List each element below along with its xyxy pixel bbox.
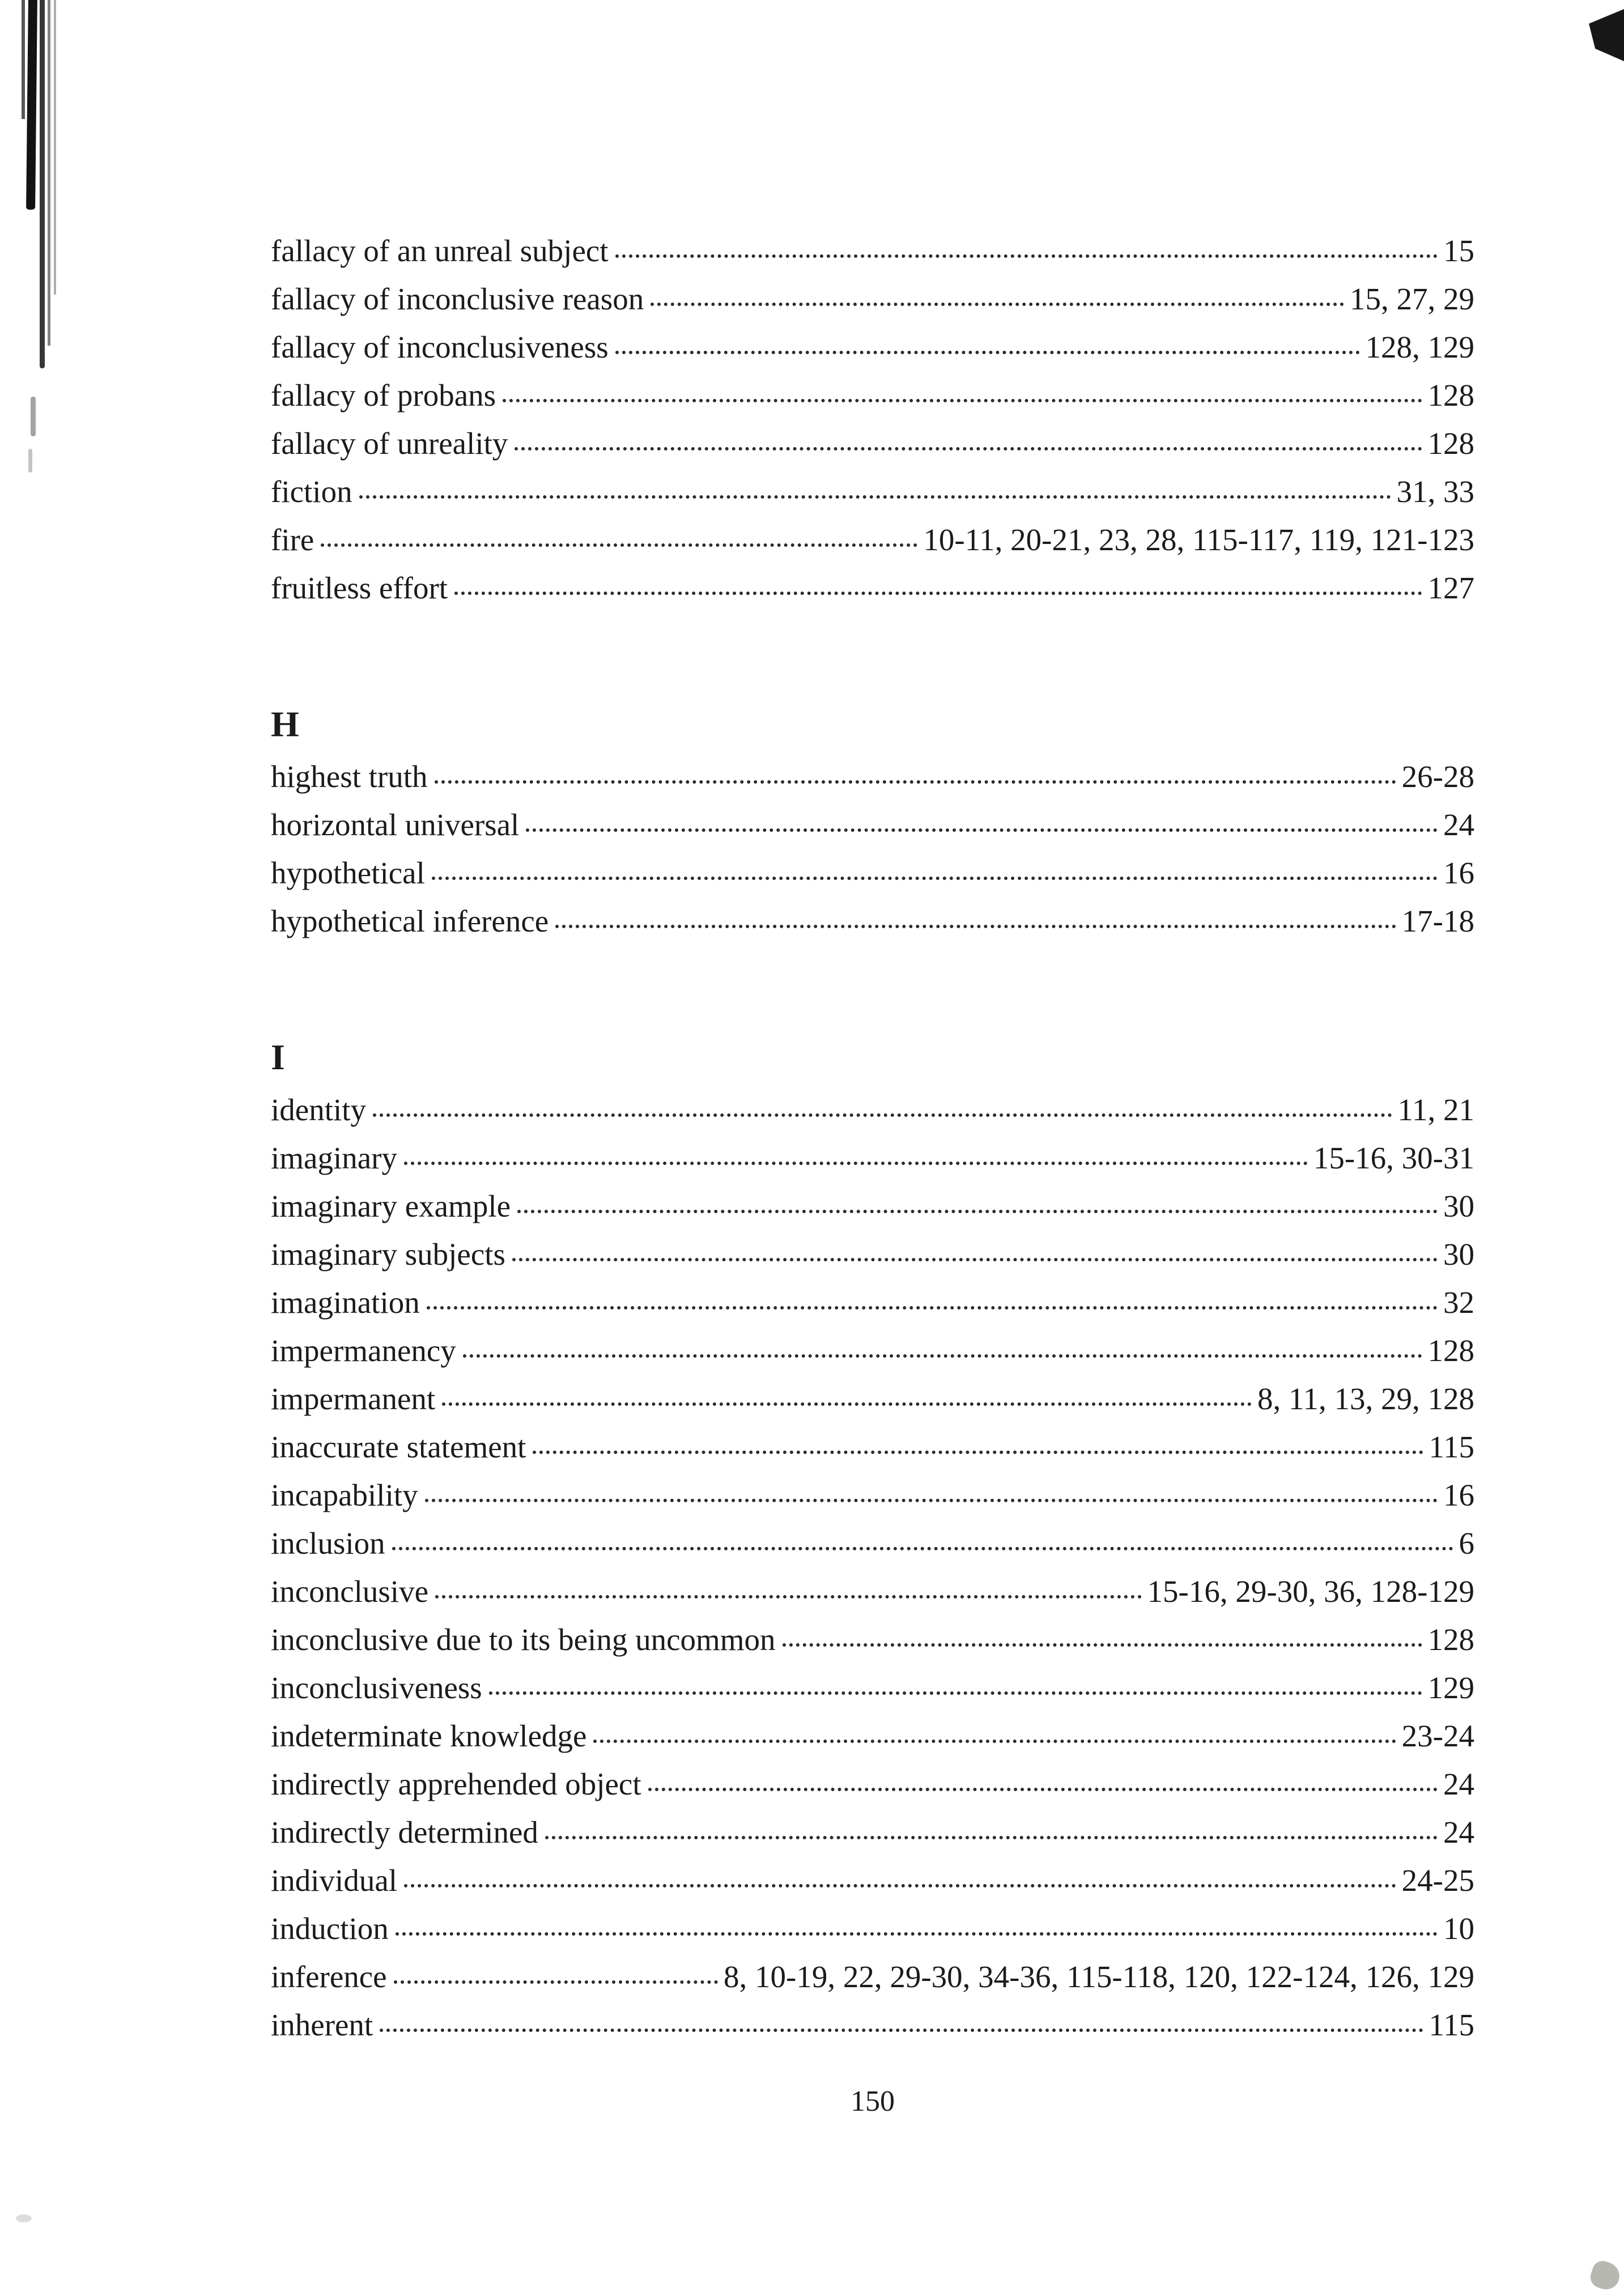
- dot-leader: [517, 1210, 1438, 1213]
- index-page-numbers: 128: [1427, 378, 1474, 413]
- index-entry: [271, 1375, 1474, 1423]
- index-entry: [271, 1712, 1474, 1760]
- index-term: fiction: [271, 474, 352, 509]
- dot-leader: [392, 1547, 1453, 1550]
- index-term: imaginary: [271, 1141, 397, 1175]
- index-term: fire: [271, 522, 314, 557]
- index-term: fallacy of inconclusiveness: [271, 330, 609, 364]
- index-entry: [271, 1904, 1474, 1953]
- index-entry: [271, 1471, 1474, 1519]
- index-page-numbers: 10-11, 20-21, 23, 28, 115-117, 119, 121-123: [923, 522, 1474, 557]
- index-term: fallacy of an unreal subject: [271, 233, 609, 268]
- index-entry: [271, 1953, 1474, 2001]
- index-page-numbers: 31, 33: [1396, 474, 1474, 509]
- index-entry: [271, 564, 1474, 612]
- index-term: impermanency: [271, 1333, 456, 1368]
- index-page-numbers: 127: [1427, 571, 1474, 605]
- dot-leader: [651, 303, 1344, 306]
- dot-leader: [489, 1691, 1422, 1695]
- dot-leader: [615, 351, 1360, 354]
- index-section: [271, 696, 1474, 945]
- index-section: [271, 227, 1474, 612]
- index-term: inaccurate statement: [271, 1430, 526, 1464]
- index-content: [271, 227, 1474, 2121]
- index-page-numbers: 11, 21: [1397, 1092, 1474, 1127]
- index-term: indeterminate knowledge: [271, 1719, 587, 1753]
- index-list: [271, 227, 1474, 2049]
- index-page-numbers: 128: [1427, 1622, 1474, 1657]
- scan-artifact-mark: [31, 397, 36, 436]
- index-entry: [271, 1182, 1474, 1230]
- index-page-numbers: 26-28: [1401, 759, 1474, 794]
- index-term: imaginary subjects: [271, 1237, 505, 1272]
- index-page-numbers: 129: [1427, 1670, 1474, 1705]
- index-entry: [271, 1567, 1474, 1615]
- dot-leader: [555, 925, 1396, 928]
- index-entry: [271, 897, 1474, 945]
- dot-leader: [454, 592, 1422, 595]
- index-term: highest truth: [271, 759, 428, 794]
- dot-leader: [512, 1258, 1438, 1261]
- scan-artifact-binding-stripe: [54, 0, 56, 295]
- index-term: horizontal universal: [271, 807, 520, 842]
- dot-leader: [615, 254, 1438, 258]
- index-entry: [271, 1615, 1474, 1664]
- dot-leader: [404, 1884, 1396, 1887]
- index-page-numbers: 15-16, 29-30, 36, 128-129: [1147, 1574, 1474, 1609]
- dot-leader: [427, 1306, 1438, 1309]
- index-page-numbers: 10: [1443, 1911, 1474, 1946]
- index-page-numbers: 16: [1443, 1478, 1474, 1512]
- scan-artifact-binding-stripe: [22, 0, 25, 119]
- index-entry: [271, 1326, 1474, 1375]
- index-page-numbers: 24: [1443, 1767, 1474, 1801]
- dot-leader: [404, 1162, 1308, 1165]
- index-term: inclusion: [271, 1526, 385, 1561]
- index-page-numbers: 8, 11, 13, 29, 128: [1257, 1381, 1474, 1416]
- index-term: indirectly determined: [271, 1815, 538, 1849]
- index-entry: [271, 1278, 1474, 1326]
- index-page-numbers: 23-24: [1401, 1719, 1474, 1753]
- section-heading: I: [271, 1037, 285, 1077]
- index-term: hypothetical: [271, 856, 425, 890]
- index-page-numbers: 128: [1427, 426, 1474, 461]
- scan-artifact-smudge: [1588, 2258, 1623, 2293]
- index-term: identity: [271, 1092, 367, 1127]
- index-term: imagination: [271, 1285, 420, 1320]
- dot-leader: [503, 399, 1422, 402]
- index-entry: [271, 849, 1474, 897]
- dot-leader: [515, 447, 1422, 450]
- page-number: 150: [851, 2085, 895, 2118]
- index-term: fallacy of inconclusive reason: [271, 282, 644, 316]
- scan-artifact-mark: [28, 449, 32, 473]
- dot-leader: [463, 1354, 1422, 1358]
- index-page-numbers: 15, 27, 29: [1350, 282, 1474, 316]
- scan-artifact-binding-stripe: [48, 0, 50, 346]
- dot-leader: [432, 877, 1438, 880]
- index-entry: [271, 1856, 1474, 1904]
- index-term: imaginary example: [271, 1189, 511, 1223]
- index-entry: [271, 1664, 1474, 1712]
- section-heading: H: [271, 704, 299, 744]
- index-entry: [271, 371, 1474, 419]
- index-page-numbers: 16: [1443, 856, 1474, 890]
- index-term: induction: [271, 1911, 389, 1946]
- index-page-numbers: 30: [1443, 1237, 1474, 1272]
- index-term: fruitless effort: [271, 571, 448, 605]
- index-entry: [271, 1230, 1474, 1278]
- scan-artifact-binding-stripe: [26, 0, 37, 210]
- index-page-numbers: 115: [1429, 2008, 1474, 2042]
- dot-leader: [593, 1740, 1396, 1743]
- index-entry: [271, 1519, 1474, 1567]
- index-term: hypothetical inference: [271, 904, 549, 938]
- dot-leader: [783, 1643, 1422, 1647]
- dot-leader: [442, 1402, 1252, 1406]
- dot-leader: [425, 1499, 1438, 1502]
- dot-leader: [435, 1595, 1142, 1598]
- index-page-numbers: 24-25: [1401, 1863, 1474, 1898]
- index-term: inference: [271, 1959, 387, 1994]
- dot-leader: [545, 1836, 1438, 1839]
- index-page-numbers: 15: [1443, 233, 1474, 268]
- scan-artifact-corner: [1589, 9, 1624, 61]
- index-entry: [271, 1423, 1474, 1471]
- index-term: individual: [271, 1863, 398, 1898]
- dot-leader: [321, 543, 917, 547]
- index-page-numbers: 115: [1429, 1430, 1474, 1464]
- index-term: inconclusive due to its being uncommon: [271, 1622, 776, 1657]
- index-entry: [271, 516, 1474, 564]
- index-entry: [271, 227, 1474, 275]
- dot-leader: [359, 495, 1391, 499]
- dot-leader: [533, 1451, 1423, 1454]
- index-section: [271, 1029, 1474, 2049]
- index-term: indirectly apprehended object: [271, 1767, 641, 1801]
- index-page-numbers: 17-18: [1401, 904, 1474, 938]
- index-entry: [271, 752, 1474, 801]
- index-page-numbers: 128, 129: [1365, 330, 1474, 364]
- index-term: impermanent: [271, 1381, 436, 1416]
- index-term: inconclusive: [271, 1574, 428, 1609]
- index-entry: [271, 801, 1474, 849]
- index-entry: [271, 467, 1474, 516]
- index-term: incapability: [271, 1478, 418, 1512]
- index-entry: [271, 1808, 1474, 1856]
- dot-leader: [394, 1980, 718, 1984]
- index-entry: [271, 419, 1474, 467]
- index-page-numbers: 8, 10-19, 22, 29-30, 34-36, 115-118, 120, 122-124, 126, 129: [724, 1959, 1474, 1994]
- index-page-numbers: 24: [1443, 1815, 1474, 1849]
- index-page-numbers: 24: [1443, 807, 1474, 842]
- index-entry: [271, 2001, 1474, 2049]
- scan-artifact-speck: [16, 2214, 32, 2222]
- dot-leader: [526, 828, 1438, 832]
- index-term: fallacy of probans: [271, 378, 496, 413]
- index-term: inherent: [271, 2008, 373, 2042]
- index-page-numbers: 15-16, 30-31: [1313, 1141, 1474, 1175]
- index-entry: [271, 1086, 1474, 1134]
- index-page-numbers: 30: [1443, 1189, 1474, 1223]
- dot-leader: [380, 2029, 1423, 2032]
- index-entry: [271, 275, 1474, 323]
- index-term: inconclusiveness: [271, 1670, 482, 1705]
- dot-leader: [435, 780, 1396, 784]
- index-entry: [271, 1134, 1474, 1182]
- dot-leader: [373, 1113, 1392, 1117]
- index-entry: [271, 323, 1474, 371]
- index-term: fallacy of unreality: [271, 426, 508, 461]
- index-page-numbers: 32: [1443, 1285, 1474, 1320]
- index-entry: [271, 1760, 1474, 1808]
- index-page-numbers: 128: [1427, 1333, 1474, 1368]
- dot-leader: [648, 1788, 1438, 1791]
- scan-artifact-binding-stripe: [40, 0, 45, 368]
- dot-leader: [396, 1932, 1438, 1936]
- index-page-numbers: 6: [1459, 1526, 1474, 1561]
